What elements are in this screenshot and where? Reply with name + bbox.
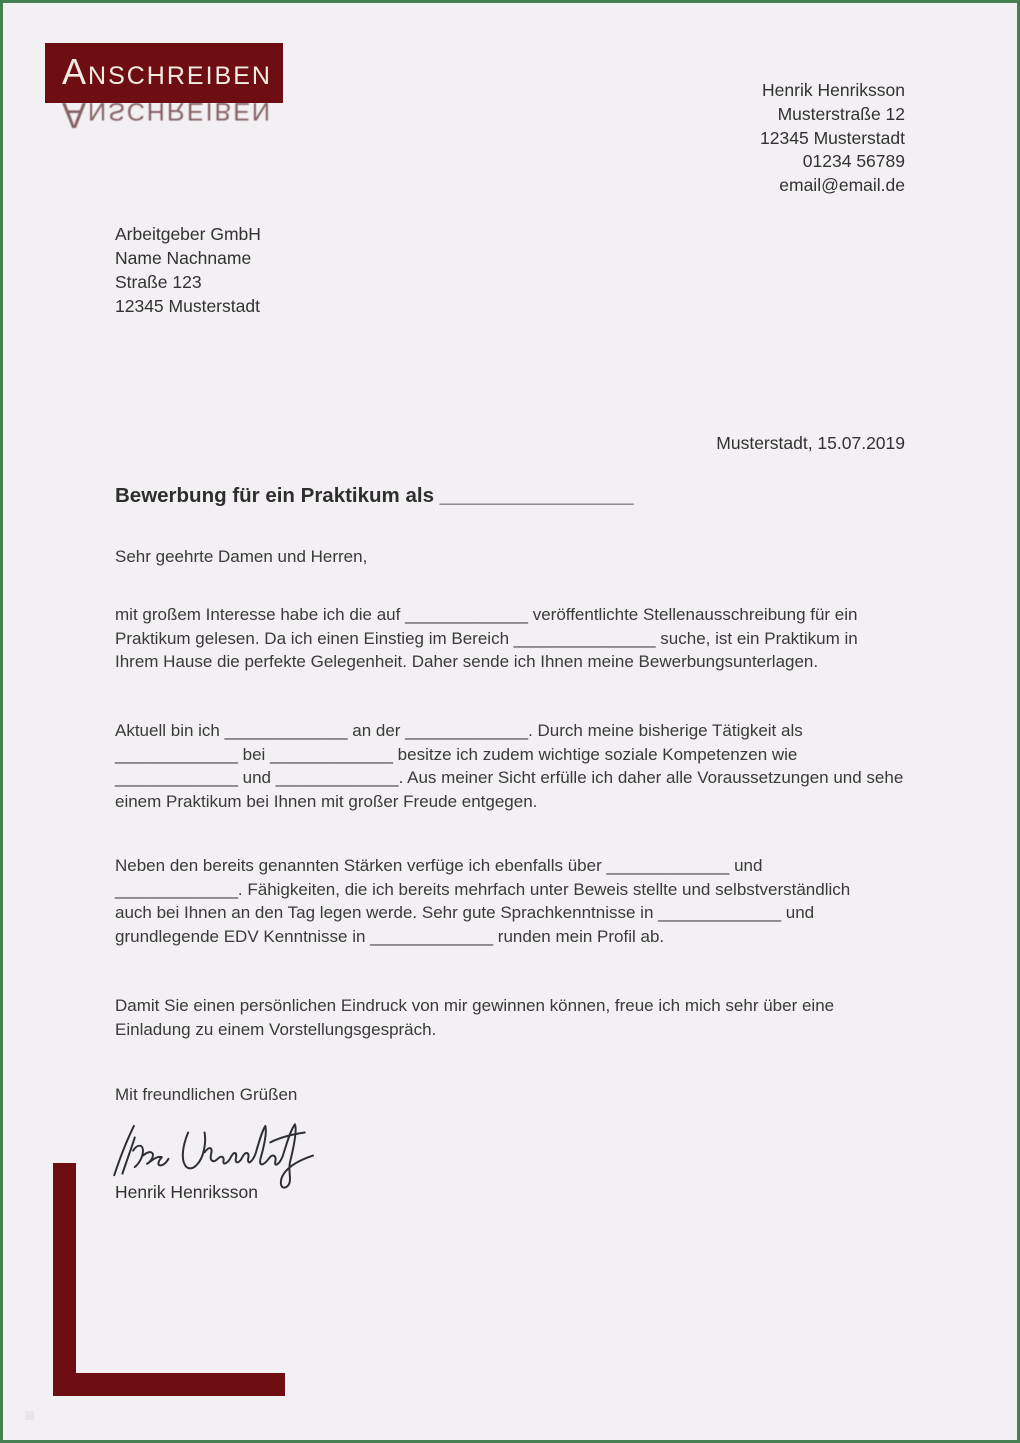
paragraph-line: _____________ und _____________. Aus meiner Sicht erfülle ich daher alle Voraussetzungen und sehe — [115, 768, 904, 787]
closing: Mit freundlichen Grüßen — [115, 1085, 298, 1104]
paragraph-4 — [115, 994, 945, 1041]
logo-label: Anschreiben — [62, 51, 272, 92]
dateline: Musterstadt, 15.07.2019 — [716, 433, 905, 453]
paragraph-line: Einladung zu einem Vorstellungsgespräch. — [115, 1019, 437, 1039]
sender-line: 01234 56789 — [802, 151, 905, 172]
recipient-line: Straße 123 — [115, 272, 202, 292]
sender-line: 12345 Musterstadt — [760, 127, 905, 148]
logo-reflection: Anschreiben — [62, 95, 272, 136]
paragraph-line: Praktikum gelesen. Da ich einen Einstieg im Bereich _______________ suche, ist ein Praktikum in — [115, 628, 858, 648]
paragraph-2 — [115, 719, 945, 813]
sender-line: Musterstraße 12 — [777, 103, 905, 124]
paragraph-line: Neben den bereits genannten Stärken verfüge ich ebenfalls über _____________ und — [115, 856, 763, 875]
paragraph-line: Ihrem Hause die perfekte Gelegenheit. Daher sende ich Ihnen meine Bewerbungsunterlagen. — [115, 652, 819, 671]
watermark-mark — [25, 1411, 34, 1420]
salutation: Sehr geehrte Damen und Herren, — [115, 547, 368, 566]
sender-address — [760, 79, 905, 198]
paragraph-line: Damit Sie einen persönlichen Eindruck von mir gewinnen können, freue ich mich sehr über eine — [115, 996, 835, 1015]
signature-name: Henrik Henriksson — [115, 1182, 258, 1202]
subject-line: Bewerbung für ein Praktikum als _________________ — [115, 484, 634, 507]
recipient-line: Arbeitgeber GmbH — [115, 224, 261, 244]
paragraph-1 — [115, 603, 945, 674]
paragraph-line: _____________. Fähigkeiten, die ich bereits mehrfach unter Beweis stellte und selbstverständlich — [115, 879, 851, 899]
corner-decoration-vertical — [53, 1163, 76, 1396]
paragraph-line: grundlegende EDV Kenntnisse in _____________ runden mein Profil ab. — [115, 926, 665, 946]
logo-anschreiben — [45, 43, 283, 136]
paragraph-3 — [115, 854, 945, 948]
sender-line: Henrik Henriksson — [762, 80, 905, 100]
corner-decoration-horizontal — [53, 1373, 285, 1396]
recipient-line: 12345 Musterstadt — [115, 296, 260, 316]
recipient-address — [115, 222, 261, 318]
recipient-line: Name Nachname — [115, 248, 252, 268]
paragraph-line: einem Praktikum bei Ihnen mit großer Freude entgegen. — [115, 791, 538, 811]
paragraph-line: auch bei Ihnen an den Tag legen werde. Sehr gute Sprachkenntnisse in _____________ und — [115, 903, 815, 922]
paragraph-line: mit großem Interesse habe ich die auf _____________ veröffentlichte Stellenausschreibung für ein — [115, 605, 858, 624]
paragraph-line: Aktuell bin ich _____________ an der _____________. Durch meine bisherige Tätigkeit als — [115, 721, 803, 740]
paragraph-line: _____________ bei _____________ besitze ich zudem wichtige soziale Kompetenzen wie — [115, 744, 798, 764]
sender-line: email@email.de — [779, 175, 905, 196]
